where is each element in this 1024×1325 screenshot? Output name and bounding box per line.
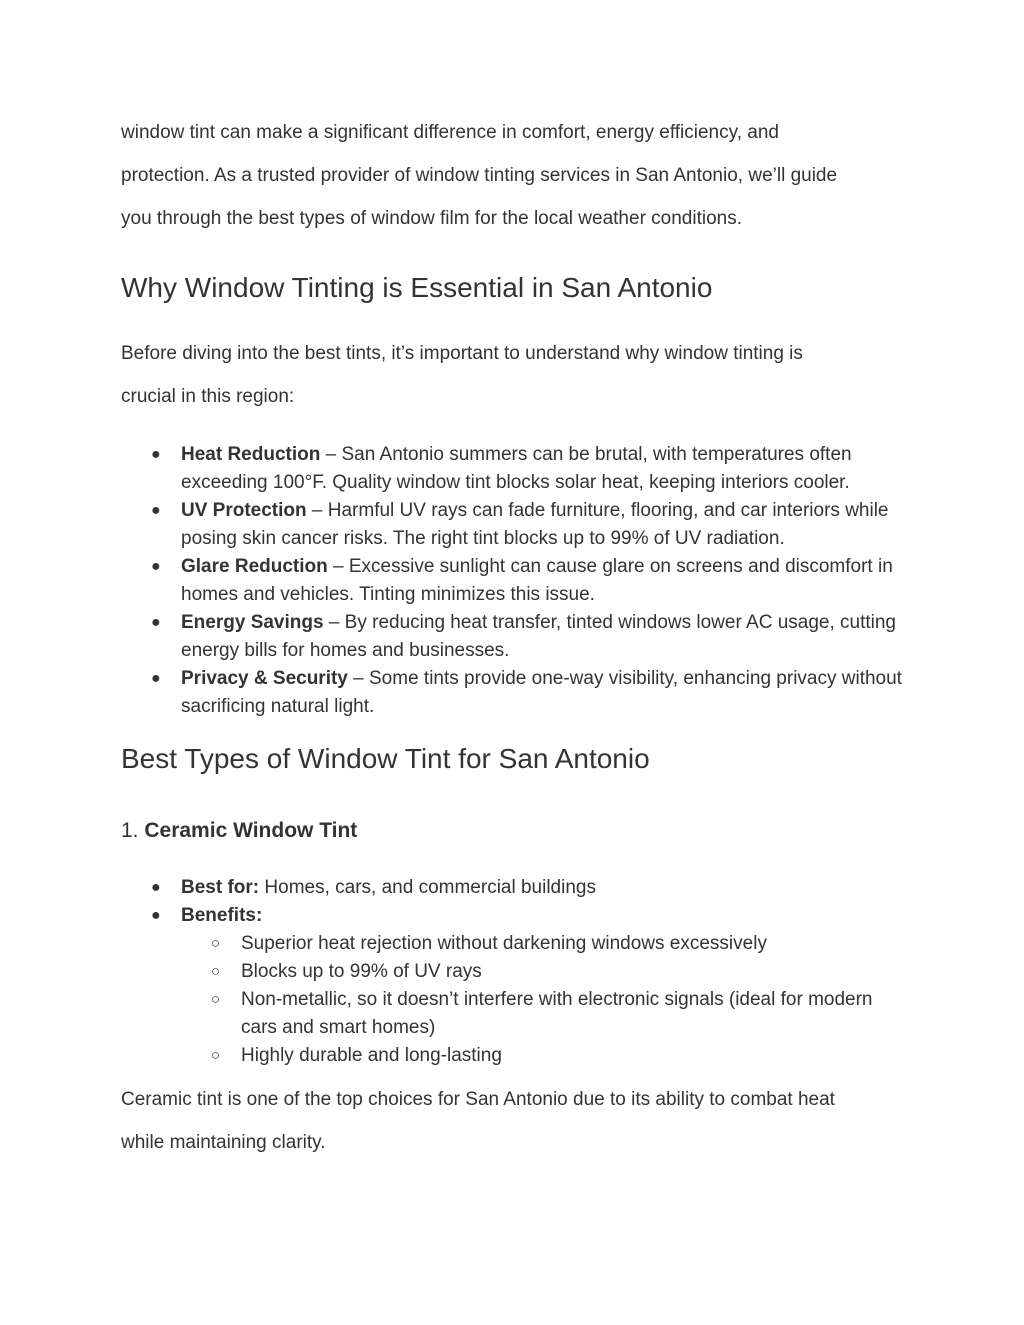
best-for-label: Best for: (181, 877, 260, 898)
list-item-text: – By reducing heat transfer, tinted windows lower AC usage, cutting energy bills for homes and businesses. (181, 612, 896, 661)
best-types-heading: Best Types of Window Tint for San Antonio (121, 743, 650, 774)
sub-list-item (121, 1042, 911, 1070)
list-item (121, 902, 911, 1070)
list-item (121, 609, 911, 665)
why-heading: Why Window Tinting is Essential in San Antonio (121, 272, 713, 303)
ceramic-heading (121, 816, 357, 846)
bullet-icon: ● (151, 670, 161, 687)
intro-paragraph (121, 111, 911, 240)
hollow-bullet-icon: ○ (211, 935, 221, 952)
hollow-bullet-icon: ○ (211, 991, 221, 1008)
list-item-text: – Harmful UV rays can fade furniture, flooring, and car interiors while posing skin cancer risks. The right tint blocks up to 99% of UV radiation. (181, 500, 889, 549)
bullet-icon: ● (151, 614, 161, 631)
why-lead-line: crucial in this region: (121, 386, 295, 407)
ceramic-summary-paragraph (121, 1078, 911, 1164)
sub-list-item (121, 958, 911, 986)
intro-line: protection. As a trusted provider of window tinting services in San Antonio, we’ll guide (121, 165, 838, 186)
bullet-icon: ● (151, 558, 161, 575)
list-item-term: Privacy & Security (181, 668, 348, 689)
list-item (121, 874, 911, 902)
hollow-bullet-icon: ○ (211, 1047, 221, 1064)
intro-line: window tint can make a significant difference in comfort, energy efficiency, and (121, 122, 779, 143)
sub-list-item (121, 930, 911, 958)
sub-list-item-text: Highly durable and long-lasting (241, 1045, 502, 1066)
intro-line: you through the best types of window film for the local weather conditions. (121, 208, 743, 229)
ceramic-summary-line: while maintaining clarity. (121, 1132, 326, 1153)
why-lead-line: Before diving into the best tints, it’s important to understand why window tinting is (121, 343, 803, 364)
list-item (121, 665, 911, 721)
bullet-icon: ● (151, 907, 161, 924)
list-item (121, 497, 911, 553)
list-item (121, 553, 911, 609)
best-for-text: Homes, cars, and commercial buildings (259, 877, 596, 898)
list-item-term: Heat Reduction (181, 444, 321, 465)
why-lead-paragraph (121, 332, 911, 418)
list-item-term: Energy Savings (181, 612, 324, 633)
ceramic-heading-number: 1. (121, 819, 145, 842)
bullet-icon: ● (151, 502, 161, 519)
ceramic-summary-line: Ceramic tint is one of the top choices for San Antonio due to its ability to combat heat (121, 1089, 835, 1110)
sub-list-item-text: Non-metallic, so it doesn’t interfere with electronic signals (ideal for modern cars and smart homes) (241, 989, 873, 1038)
benefits-label: Benefits: (181, 905, 263, 926)
why-benefits-list (121, 441, 911, 721)
bullet-icon: ● (151, 446, 161, 463)
list-item-term: UV Protection (181, 500, 307, 521)
list-item-text: – San Antonio summers can be brutal, with temperatures often exceeding 100°F. Quality window tint blocks solar heat, keeping interiors cooler. (181, 444, 852, 493)
list-item-text: – Some tints provide one-way visibility, enhancing privacy without sacrificing natural light. (181, 668, 902, 717)
sub-list-item-text: Blocks up to 99% of UV rays (241, 961, 482, 982)
sub-list-item-text: Superior heat rejection without darkening windows excessively (241, 933, 767, 954)
ceramic-details-list (121, 874, 911, 1070)
list-item (121, 441, 911, 497)
hollow-bullet-icon: ○ (211, 963, 221, 980)
bullet-icon: ● (151, 879, 161, 896)
ceramic-benefits-sublist (181, 930, 911, 1070)
list-item-text: – Excessive sunlight can cause glare on screens and discomfort in homes and vehicles. Tinting minimizes this issue. (181, 556, 893, 605)
sub-list-item (121, 986, 911, 1042)
list-item-term: Glare Reduction (181, 556, 328, 577)
ceramic-heading-title: Ceramic Window Tint (144, 819, 358, 842)
